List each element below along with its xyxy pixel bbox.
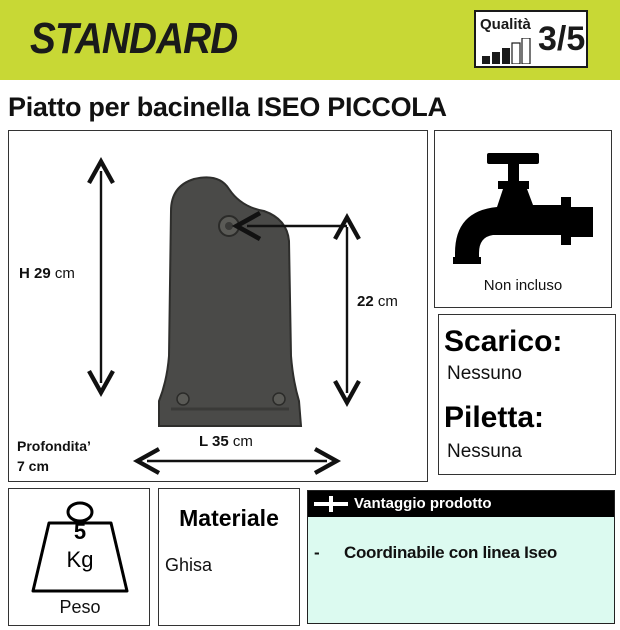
dimension-drawing-panel [8,130,428,482]
scarico-value: Nessuno [447,363,522,384]
piletta-heading: Piletta: [444,401,545,434]
piletta-value: Nessuna [447,441,522,462]
faucet-icon [453,145,595,271]
fixing-bolt-right [273,393,285,405]
material-panel [158,488,300,626]
tap-height-dimension: 22 cm [357,293,398,310]
material-value: Ghisa [165,555,213,575]
quality-label: Qualità [480,16,531,33]
quality-rating [474,10,588,68]
advantage-header [308,491,614,517]
standard-badge: STANDARD [30,14,238,63]
bullet-dash: - [314,543,320,562]
advantage-title: Vantaggio prodotto [354,495,492,512]
width-dimension: L 35 cm [199,433,253,450]
advantage-item: - Coordinabile con linea Iseo [314,543,557,562]
quality-bars-icon [482,38,534,64]
material-heading: Materiale [179,505,279,531]
faucet-status: Non incluso [483,277,563,294]
weight-label: Peso [59,597,101,617]
product-title: Piatto per bacinella ISEO PICCOLA [8,92,447,122]
fixing-bolt-left [177,393,189,405]
weight-unit: Kg [66,547,94,572]
height-dimension: H 29 cm [19,265,75,282]
header-bar [0,0,620,80]
basin-plate-shape [159,177,301,426]
faucet-panel [434,130,612,308]
plus-icon [314,496,348,512]
advantage-panel [307,490,615,624]
drain-panel [438,314,616,475]
quality-score: 3/5 [538,20,586,58]
weight-number: 5 [73,519,87,544]
scarico-heading: Scarico: [444,325,563,358]
weight-panel [8,488,150,626]
depth-dimension: Profondita’ 7 cm [17,438,91,474]
